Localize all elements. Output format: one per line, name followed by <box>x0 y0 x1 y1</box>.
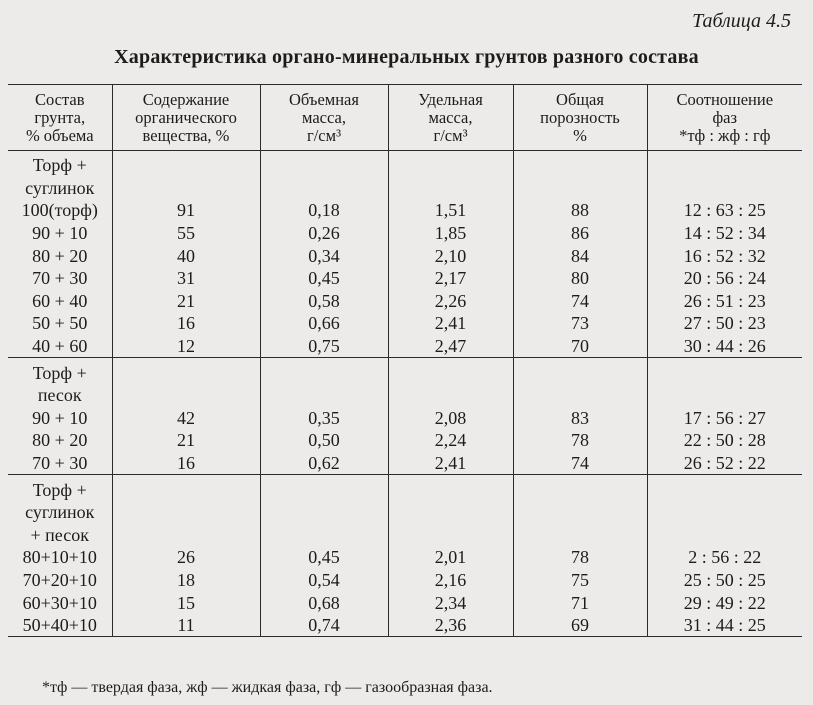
cell-specific-density: 2,01 <box>388 546 513 569</box>
group-heading: песок <box>37 385 82 406</box>
cell-specific-density: 1,51 <box>388 199 513 222</box>
cell-organic: 55 <box>112 222 260 245</box>
footnote: *тф — твердая фаза, жф — жидкая фаза, гф — газообразная фаза. <box>42 679 493 696</box>
group-heading-row <box>8 384 802 407</box>
table-row <box>8 222 802 245</box>
cell-phase-ratio: 26 : 52 : 22 <box>647 452 802 475</box>
table-row <box>8 290 802 313</box>
cell-composition: 50+40+10 <box>8 614 112 637</box>
header-porosity: Общая порозность % <box>513 85 647 151</box>
header-organic-content: Содержание органического вещества, % <box>112 85 260 151</box>
cell-specific-density: 2,26 <box>388 290 513 313</box>
cell-composition: 90 + 10 <box>32 407 88 428</box>
cell-composition: 40 + 60 <box>8 335 112 358</box>
group-heading: + песок <box>30 524 89 545</box>
cell-composition: 70 + 30 <box>8 452 112 475</box>
cell-phase-ratio: 29 : 49 : 22 <box>647 591 802 614</box>
cell-bulk-density: 0,68 <box>260 591 388 614</box>
cell-bulk-density: 0,62 <box>260 452 388 475</box>
cell-specific-density: 2,41 <box>388 312 513 335</box>
group-heading-row <box>8 177 802 200</box>
cell-organic: 16 <box>112 452 260 475</box>
cell-bulk-density: 0,74 <box>260 614 388 637</box>
cell-bulk-density: 0,66 <box>260 312 388 335</box>
cell-bulk-density: 0,54 <box>260 569 388 592</box>
cell-porosity: 70 <box>513 335 647 358</box>
cell-composition: 60+30+10 <box>22 592 97 613</box>
cell-specific-density: 2,24 <box>388 429 513 452</box>
cell-porosity: 83 <box>513 407 647 430</box>
cell-specific-density: 2,47 <box>388 335 513 358</box>
cell-specific-density: 2,34 <box>388 591 513 614</box>
cell-specific-density: 2,17 <box>388 267 513 290</box>
cell-porosity: 86 <box>513 222 647 245</box>
cell-bulk-density: 0,58 <box>260 290 388 313</box>
cell-composition: 70+20+10 <box>22 569 97 590</box>
cell-specific-density: 2,08 <box>388 407 513 430</box>
cell-porosity: 75 <box>513 569 647 592</box>
table-row <box>8 312 802 335</box>
group-heading-row <box>8 524 802 547</box>
group-heading: суглинок <box>25 177 95 198</box>
cell-specific-density: 2,16 <box>388 569 513 592</box>
cell-porosity: 73 <box>513 312 647 335</box>
cell-bulk-density: 0,45 <box>260 267 388 290</box>
cell-organic: 31 <box>112 267 260 290</box>
cell-bulk-density: 0,75 <box>260 335 388 358</box>
cell-phase-ratio: 31 : 44 : 25 <box>647 614 802 637</box>
header-composition: Состав грунта, % объема <box>8 85 112 151</box>
cell-organic: 26 <box>112 546 260 569</box>
header-specific-density: Удельная масса, г/см³ <box>388 85 513 151</box>
cell-porosity: 78 <box>513 429 647 452</box>
table-title: Характеристика органо-минеральных грунтов разного состава <box>114 46 699 68</box>
cell-organic: 21 <box>112 429 260 452</box>
cell-phase-ratio: 16 : 52 : 32 <box>647 244 802 267</box>
cell-bulk-density: 0,35 <box>260 407 388 430</box>
table-row <box>8 546 802 569</box>
header-bulk-density: Объемная масса, г/см³ <box>260 85 388 151</box>
cell-phase-ratio: 14 : 52 : 34 <box>647 222 802 245</box>
cell-phase-ratio: 30 : 44 : 26 <box>647 335 802 358</box>
table-row <box>8 267 802 290</box>
cell-organic: 18 <box>112 569 260 592</box>
table-row <box>8 335 802 358</box>
cell-specific-density: 1,85 <box>388 222 513 245</box>
cell-composition: 80+10+10 <box>22 547 97 568</box>
cell-phase-ratio: 22 : 50 : 28 <box>647 429 802 452</box>
cell-porosity: 78 <box>513 546 647 569</box>
cell-composition: 90 + 10 <box>32 223 88 244</box>
table-row <box>8 244 802 267</box>
cell-bulk-density: 0,34 <box>260 244 388 267</box>
cell-bulk-density: 0,45 <box>260 546 388 569</box>
cell-organic: 91 <box>112 199 260 222</box>
cell-porosity: 84 <box>513 244 647 267</box>
cell-organic: 16 <box>112 312 260 335</box>
table-row <box>8 614 802 637</box>
cell-porosity: 88 <box>513 199 647 222</box>
cell-bulk-density: 0,50 <box>260 429 388 452</box>
cell-organic: 12 <box>112 335 260 358</box>
group-heading-row <box>8 475 802 501</box>
cell-phase-ratio: 27 : 50 : 23 <box>647 312 802 335</box>
group-heading: Торф + <box>32 479 87 500</box>
cell-composition: 50 + 50 <box>32 313 88 334</box>
group-heading: суглинок <box>25 502 95 523</box>
table-row <box>8 429 802 452</box>
table-row <box>8 591 802 614</box>
table-row <box>8 569 802 592</box>
cell-phase-ratio: 26 : 51 : 23 <box>647 290 802 313</box>
table-row <box>8 199 802 222</box>
cell-specific-density: 2,36 <box>388 614 513 637</box>
cell-phase-ratio: 25 : 50 : 25 <box>647 569 802 592</box>
cell-specific-density: 2,10 <box>388 244 513 267</box>
cell-composition: 80 + 20 <box>32 430 88 451</box>
cell-organic: 15 <box>112 591 260 614</box>
soil-characteristics-table <box>8 84 802 637</box>
cell-porosity: 69 <box>513 614 647 637</box>
cell-porosity: 74 <box>513 290 647 313</box>
group-heading: Торф + <box>32 155 87 176</box>
cell-organic: 40 <box>112 244 260 267</box>
cell-composition: 70 + 30 <box>32 268 88 289</box>
cell-organic: 11 <box>112 614 260 637</box>
group-heading-row <box>8 151 802 177</box>
cell-phase-ratio: 17 : 56 : 27 <box>647 407 802 430</box>
header-row <box>8 85 802 151</box>
cell-porosity: 74 <box>513 452 647 475</box>
cell-bulk-density: 0,18 <box>260 199 388 222</box>
cell-phase-ratio: 20 : 56 : 24 <box>647 267 802 290</box>
cell-phase-ratio: 12 : 63 : 25 <box>647 199 802 222</box>
cell-composition: 60 + 40 <box>32 290 88 311</box>
cell-organic: 42 <box>112 407 260 430</box>
cell-porosity: 71 <box>513 591 647 614</box>
table-row <box>8 452 802 475</box>
cell-bulk-density: 0,26 <box>260 222 388 245</box>
cell-organic: 21 <box>112 290 260 313</box>
table-label: Таблица 4.5 <box>692 10 791 32</box>
group-heading-row <box>8 501 802 524</box>
cell-phase-ratio: 2 : 56 : 22 <box>647 546 802 569</box>
group-heading: Торф + <box>32 362 87 383</box>
table-header <box>8 85 802 151</box>
group-heading-row <box>8 358 802 384</box>
header-phase-ratio: Соотношение фаз *тф : жф : гф <box>647 85 802 151</box>
table-row <box>8 407 802 430</box>
cell-composition: 100(торф) <box>21 200 98 221</box>
cell-composition: 80 + 20 <box>32 245 88 266</box>
table-body <box>8 151 802 637</box>
cell-specific-density: 2,41 <box>388 452 513 475</box>
cell-porosity: 80 <box>513 267 647 290</box>
